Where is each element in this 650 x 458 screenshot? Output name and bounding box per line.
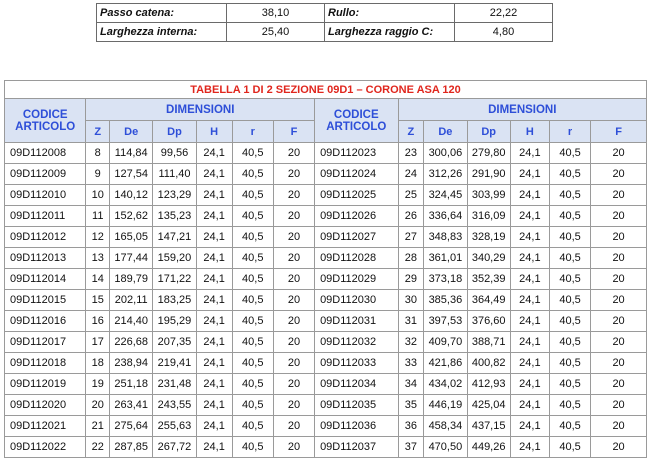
column-header-h: H (510, 121, 549, 143)
table-row (5, 143, 647, 164)
article-code-cell: 09D112019 (5, 374, 86, 395)
dimension-cell: 24,1 (510, 164, 549, 185)
dimension-cell: 20 (273, 227, 314, 248)
spec-label: Larghezza raggio C: (325, 23, 455, 42)
dimension-cell: 20 (273, 269, 314, 290)
dimension-cell: 24,1 (196, 416, 232, 437)
specs-table (96, 3, 553, 42)
dimension-cell: 35 (398, 395, 424, 416)
dimension-cell: 446,19 (424, 395, 467, 416)
column-header-r: r (232, 121, 273, 143)
dimension-cell: 20 (273, 332, 314, 353)
dimension-cell: 24,1 (196, 290, 232, 311)
dimension-cell: 24,1 (196, 185, 232, 206)
article-code-cell: 09D112025 (315, 185, 398, 206)
dimension-cell: 316,09 (467, 206, 510, 227)
dimension-cell: 9 (86, 164, 110, 185)
dims-header-right: DIMENSIONI (398, 99, 646, 121)
dimension-cell: 31 (398, 311, 424, 332)
dimension-cell: 24,1 (510, 248, 549, 269)
article-code-cell: 09D112036 (315, 416, 398, 437)
dimension-cell: 24,1 (196, 311, 232, 332)
dimension-cell: 24,1 (510, 143, 549, 164)
dimension-cell: 20 (273, 353, 314, 374)
table-title-row (5, 81, 647, 99)
dimension-cell: 24,1 (510, 416, 549, 437)
table-row (5, 437, 647, 458)
dimension-cell: 20 (273, 290, 314, 311)
article-code-cell: 09D112027 (315, 227, 398, 248)
table-row (5, 164, 647, 185)
article-code-cell: 09D112032 (315, 332, 398, 353)
dimension-cell: 40,5 (232, 395, 273, 416)
dimension-cell: 17 (86, 332, 110, 353)
column-header-h: H (196, 121, 232, 143)
dimension-cell: 376,60 (467, 311, 510, 332)
dimension-cell: 449,26 (467, 437, 510, 458)
dimension-cell: 348,83 (424, 227, 467, 248)
table-row (5, 227, 647, 248)
dimension-cell: 412,93 (467, 374, 510, 395)
dimension-cell: 263,41 (110, 395, 153, 416)
dimension-cell: 32 (398, 332, 424, 353)
dimension-cell: 434,02 (424, 374, 467, 395)
article-code-cell: 09D112011 (5, 206, 86, 227)
specs-row (97, 23, 553, 42)
dimension-cell: 20 (273, 311, 314, 332)
dimension-cell: 421,86 (424, 353, 467, 374)
article-code-cell: 09D112024 (315, 164, 398, 185)
dimension-cell: 388,71 (467, 332, 510, 353)
dimension-cell: 40,5 (232, 206, 273, 227)
dimension-cell: 12 (86, 227, 110, 248)
article-code-cell: 09D112012 (5, 227, 86, 248)
dimension-cell: 20 (273, 416, 314, 437)
dimension-cell: 470,50 (424, 437, 467, 458)
dimension-cell: 20 (273, 143, 314, 164)
article-code-cell: 09D112018 (5, 353, 86, 374)
dimension-cell: 24,1 (510, 374, 549, 395)
dimension-cell: 111,40 (153, 164, 196, 185)
dimension-cell: 36 (398, 416, 424, 437)
dimension-cell: 37 (398, 437, 424, 458)
dimension-cell: 24,1 (196, 269, 232, 290)
dimension-cell: 15 (86, 290, 110, 311)
dimension-cell: 328,19 (467, 227, 510, 248)
article-code-cell: 09D112037 (315, 437, 398, 458)
dimension-cell: 312,26 (424, 164, 467, 185)
spec-label: Passo catena: (97, 4, 227, 23)
dimension-cell: 397,53 (424, 311, 467, 332)
dimension-cell: 425,04 (467, 395, 510, 416)
dimension-cell: 40,5 (232, 332, 273, 353)
dimension-cell: 24,1 (510, 395, 549, 416)
article-code-cell: 09D112034 (315, 374, 398, 395)
dimension-cell: 40,5 (232, 416, 273, 437)
dimension-cell: 231,48 (153, 374, 196, 395)
dimension-cell: 24,1 (196, 353, 232, 374)
table-row (5, 311, 647, 332)
dimension-cell: 20 (591, 248, 647, 269)
dimension-cell: 279,80 (467, 143, 510, 164)
column-header-dp: Dp (467, 121, 510, 143)
dimension-cell: 40,5 (549, 416, 590, 437)
dimension-cell: 24,1 (196, 437, 232, 458)
dimension-cell: 24,1 (196, 206, 232, 227)
dimension-cell: 40,5 (232, 437, 273, 458)
dimension-cell: 24,1 (196, 227, 232, 248)
dimension-cell: 40,5 (232, 311, 273, 332)
dimension-cell: 40,5 (232, 248, 273, 269)
dimension-cell: 458,34 (424, 416, 467, 437)
dimension-cell: 24,1 (196, 248, 232, 269)
dimension-cell: 40,5 (549, 269, 590, 290)
dimension-cell: 24,1 (510, 269, 549, 290)
dimension-cell: 20 (591, 143, 647, 164)
code-header-left: CODICE ARTICOLO (5, 99, 86, 143)
dimension-cell: 135,23 (153, 206, 196, 227)
dimension-cell: 40,5 (549, 290, 590, 311)
dimension-cell: 189,79 (110, 269, 153, 290)
dimension-cell: 437,15 (467, 416, 510, 437)
spec-value: 25,40 (227, 23, 325, 42)
dimension-cell: 25 (398, 185, 424, 206)
table-row (5, 374, 647, 395)
dimension-cell: 24,1 (510, 206, 549, 227)
dimension-cell: 207,35 (153, 332, 196, 353)
dimension-cell: 40,5 (549, 164, 590, 185)
article-code-cell: 09D112021 (5, 416, 86, 437)
dimension-cell: 226,68 (110, 332, 153, 353)
dimension-cell: 24,1 (196, 332, 232, 353)
table-row (5, 416, 647, 437)
article-code-cell: 09D112013 (5, 248, 86, 269)
dimension-cell: 20 (591, 353, 647, 374)
spec-value: 4,80 (455, 23, 553, 42)
article-code-cell: 09D112022 (5, 437, 86, 458)
dimension-cell: 40,5 (549, 206, 590, 227)
dimension-cell: 255,63 (153, 416, 196, 437)
dimension-cell: 24,1 (196, 374, 232, 395)
dimension-cell: 40,5 (549, 143, 590, 164)
dimension-cell: 24,1 (510, 332, 549, 353)
dimension-cell: 40,5 (549, 353, 590, 374)
dimension-cell: 24,1 (510, 290, 549, 311)
dimension-cell: 251,18 (110, 374, 153, 395)
dimension-cell: 20 (273, 164, 314, 185)
article-code-cell: 09D112033 (315, 353, 398, 374)
article-code-cell: 09D112009 (5, 164, 86, 185)
dimension-cell: 30 (398, 290, 424, 311)
dimension-cell: 20 (591, 395, 647, 416)
article-code-cell: 09D112014 (5, 269, 86, 290)
dimension-cell: 20 (591, 269, 647, 290)
dimension-cell: 159,20 (153, 248, 196, 269)
dimension-cell: 24,1 (196, 164, 232, 185)
dimension-cell: 99,56 (153, 143, 196, 164)
dimension-cell: 40,5 (549, 437, 590, 458)
table-row (5, 206, 647, 227)
dimension-cell: 40,5 (549, 374, 590, 395)
dims-header-left: DIMENSIONI (86, 99, 315, 121)
dimension-cell: 238,94 (110, 353, 153, 374)
dimension-cell: 24,1 (510, 227, 549, 248)
dimension-cell: 40,5 (232, 143, 273, 164)
column-header-de: De (110, 121, 153, 143)
dimension-cell: 27 (398, 227, 424, 248)
dimension-cell: 20 (591, 164, 647, 185)
dimension-cell: 21 (86, 416, 110, 437)
dimension-cell: 40,5 (549, 395, 590, 416)
table-row (5, 395, 647, 416)
dimension-cell: 20 (86, 395, 110, 416)
dimension-cell: 24,1 (196, 395, 232, 416)
spec-label: Larghezza interna: (97, 23, 227, 42)
dimension-cell: 20 (273, 248, 314, 269)
dimension-cell: 287,85 (110, 437, 153, 458)
dimension-cell: 40,5 (232, 185, 273, 206)
dimension-cell: 29 (398, 269, 424, 290)
dimension-cell: 24,1 (510, 185, 549, 206)
dimension-cell: 243,55 (153, 395, 196, 416)
dimension-cell: 300,06 (424, 143, 467, 164)
dimension-cell: 40,5 (549, 332, 590, 353)
dimension-cell: 195,29 (153, 311, 196, 332)
dimension-cell: 40,5 (232, 164, 273, 185)
article-code-cell: 09D112017 (5, 332, 86, 353)
dimension-cell: 24,1 (196, 143, 232, 164)
column-header-r: r (549, 121, 590, 143)
dimension-cell: 20 (591, 437, 647, 458)
dimension-cell: 20 (273, 185, 314, 206)
dimension-cell: 20 (591, 290, 647, 311)
article-code-cell: 09D112035 (315, 395, 398, 416)
dimension-cell: 275,64 (110, 416, 153, 437)
dimension-cell: 8 (86, 143, 110, 164)
dimension-cell: 34 (398, 374, 424, 395)
dimension-cell: 24,1 (510, 353, 549, 374)
dimension-cell: 303,99 (467, 185, 510, 206)
dimension-cell: 20 (273, 395, 314, 416)
dimension-cell: 127,54 (110, 164, 153, 185)
dimension-cell: 33 (398, 353, 424, 374)
dimension-cell: 20 (591, 311, 647, 332)
article-code-cell: 09D112015 (5, 290, 86, 311)
dimension-cell: 24,1 (510, 437, 549, 458)
dimension-cell: 385,36 (424, 290, 467, 311)
article-code-cell: 09D112031 (315, 311, 398, 332)
table-row (5, 269, 647, 290)
dimension-cell: 340,29 (467, 248, 510, 269)
table-title: TABELLA 1 DI 2 SEZIONE 09D1 – CORONE ASA 120 (5, 81, 647, 99)
dimension-cell: 123,29 (153, 185, 196, 206)
dimension-cell: 20 (591, 206, 647, 227)
dimension-cell: 202,11 (110, 290, 153, 311)
article-code-cell: 09D112020 (5, 395, 86, 416)
dimension-cell: 26 (398, 206, 424, 227)
dimension-cell: 40,5 (232, 269, 273, 290)
dimension-cell: 324,45 (424, 185, 467, 206)
article-code-cell: 09D112028 (315, 248, 398, 269)
dimension-cell: 352,39 (467, 269, 510, 290)
dimension-cell: 13 (86, 248, 110, 269)
dimension-cell: 361,01 (424, 248, 467, 269)
dimension-cell: 19 (86, 374, 110, 395)
dimension-cell: 20 (591, 332, 647, 353)
dimension-cell: 40,5 (549, 227, 590, 248)
article-code-cell: 09D112008 (5, 143, 86, 164)
dimension-cell: 214,40 (110, 311, 153, 332)
dimension-cell: 24,1 (510, 311, 549, 332)
table-row (5, 185, 647, 206)
dimension-cell: 373,18 (424, 269, 467, 290)
dimension-cell: 364,49 (467, 290, 510, 311)
specs-row (97, 4, 553, 23)
column-header-de: De (424, 121, 467, 143)
dimension-cell: 20 (273, 206, 314, 227)
spec-value: 22,22 (455, 4, 553, 23)
dimension-cell: 22 (86, 437, 110, 458)
spec-value: 38,10 (227, 4, 325, 23)
dimension-cell: 291,90 (467, 164, 510, 185)
dimension-cell: 24 (398, 164, 424, 185)
article-code-cell: 09D112030 (315, 290, 398, 311)
spec-label: Rullo: (325, 4, 455, 23)
dimension-cell: 40,5 (549, 185, 590, 206)
header-row (5, 99, 647, 121)
dimension-cell: 14 (86, 269, 110, 290)
table-row (5, 332, 647, 353)
table-row (5, 353, 647, 374)
dimension-cell: 177,44 (110, 248, 153, 269)
column-header-f: F (273, 121, 314, 143)
dimension-cell: 140,12 (110, 185, 153, 206)
dimension-cell: 183,25 (153, 290, 196, 311)
dimension-cell: 400,82 (467, 353, 510, 374)
article-code-cell: 09D112029 (315, 269, 398, 290)
dimension-cell: 20 (591, 416, 647, 437)
dimension-cell: 28 (398, 248, 424, 269)
dimension-cell: 23 (398, 143, 424, 164)
table-row (5, 248, 647, 269)
dimension-cell: 10 (86, 185, 110, 206)
article-code-cell: 09D112010 (5, 185, 86, 206)
dimension-cell: 20 (591, 374, 647, 395)
dimension-cell: 152,62 (110, 206, 153, 227)
dimension-cell: 40,5 (549, 311, 590, 332)
dimension-cell: 18 (86, 353, 110, 374)
code-header-right: CODICE ARTICOLO (315, 99, 398, 143)
dimension-cell: 40,5 (232, 227, 273, 248)
dimension-cell: 11 (86, 206, 110, 227)
dimension-cell: 147,21 (153, 227, 196, 248)
dimension-cell: 409,70 (424, 332, 467, 353)
dimension-cell: 20 (591, 185, 647, 206)
column-header-dp: Dp (153, 121, 196, 143)
dimension-cell: 40,5 (232, 374, 273, 395)
dimension-cell: 40,5 (549, 248, 590, 269)
dimension-cell: 165,05 (110, 227, 153, 248)
dimension-cell: 267,72 (153, 437, 196, 458)
column-header-f: F (591, 121, 647, 143)
dimension-cell: 40,5 (232, 290, 273, 311)
dimension-cell: 171,22 (153, 269, 196, 290)
dimension-cell: 336,64 (424, 206, 467, 227)
dimension-cell: 114,84 (110, 143, 153, 164)
article-code-cell: 09D112026 (315, 206, 398, 227)
table-row (5, 290, 647, 311)
dimension-cell: 20 (273, 374, 314, 395)
dimension-cell: 219,41 (153, 353, 196, 374)
dimension-cell: 16 (86, 311, 110, 332)
column-header-z: Z (86, 121, 110, 143)
crowns-table (4, 80, 647, 458)
dimension-cell: 20 (273, 437, 314, 458)
column-header-z: Z (398, 121, 424, 143)
article-code-cell: 09D112023 (315, 143, 398, 164)
dimension-cell: 20 (591, 227, 647, 248)
article-code-cell: 09D112016 (5, 311, 86, 332)
dimension-cell: 40,5 (232, 353, 273, 374)
